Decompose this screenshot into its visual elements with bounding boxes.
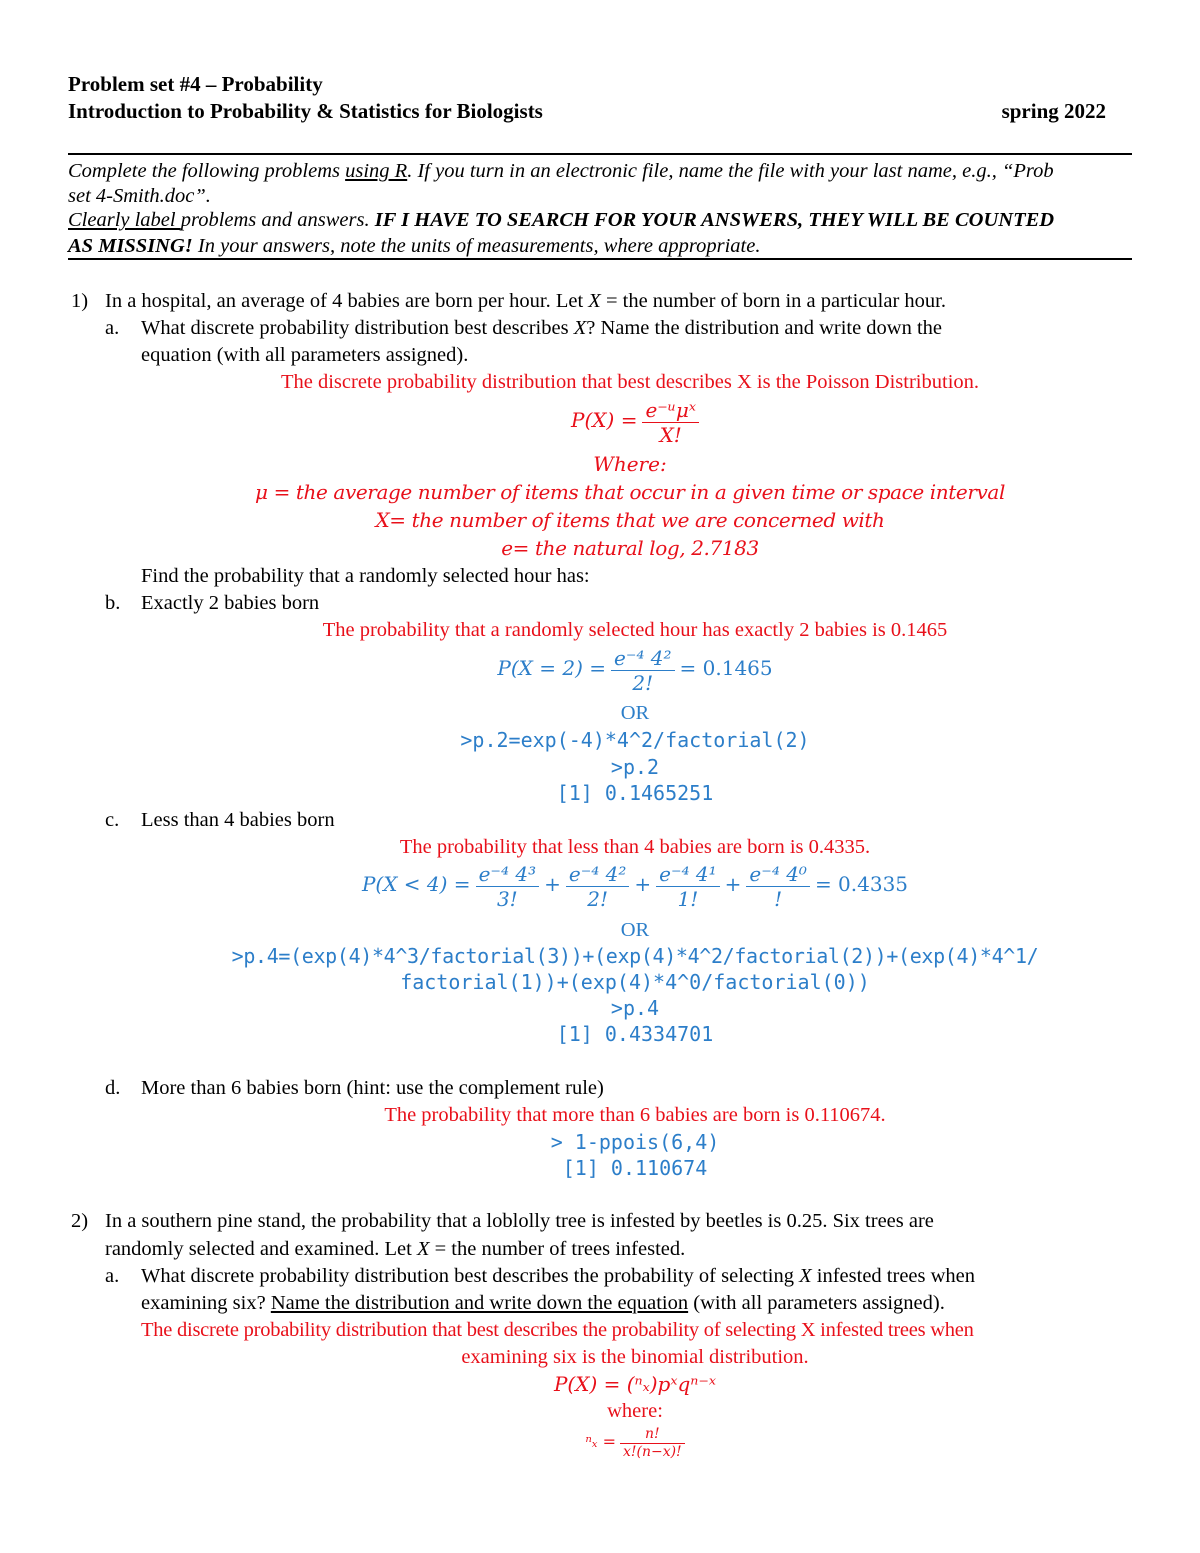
q2a-comb-den: x!(n−x)! (622, 1444, 682, 1460)
q2a-text: examining six? (141, 1292, 271, 1314)
q1c-term-4-num: e⁻⁴ 4⁰ (746, 862, 810, 887)
q2a-comb-lhs: ⁿₓ = (585, 1432, 616, 1452)
instructions-line-2: set 4-Smith.doc”. (68, 185, 211, 207)
q2a-text: (with all parameters assigned). (688, 1292, 945, 1314)
q1-stem-var: X (588, 290, 601, 312)
q2a-comb-num: n! (620, 1426, 685, 1444)
q1c-term-1-den: 3! (496, 887, 518, 911)
q1-number: 1) (71, 290, 89, 312)
plus-sign: + (724, 872, 742, 897)
q1d-code-line-1: > 1-ppois(6,4) (550, 1130, 720, 1154)
instr-warning: IF I HAVE TO SEARCH FOR YOUR ANSWERS, THEY WILL BE COUNTED (374, 209, 1055, 231)
q1b-code-output: [1] 0.1465251 (556, 781, 714, 805)
q1c-term-4-den: ! (774, 887, 783, 911)
instr-text: problems and answers. (180, 209, 375, 231)
q1b-eq-denominator: 2! (632, 671, 654, 695)
q1-stem-text: = the number of born in a particular hour. (600, 290, 946, 312)
q1b-equation (0, 646, 1200, 695)
q1b-answer: The probability that a randomly selected hour has exactly 2 babies is 0.1465 (322, 619, 948, 641)
q1c-eq-lhs: P(X < 4) = (361, 872, 471, 897)
q2-stem-var: X (416, 1238, 430, 1260)
q1-stem (105, 288, 946, 315)
q1c-code-output: [1] 0.4334701 (556, 1022, 714, 1046)
q1b-label: b. (105, 592, 121, 614)
q1-find-prompt: Find the probability that a randomly selected hour has: (141, 565, 590, 587)
q1c-term-1 (476, 862, 540, 911)
q1d-answer: The probability that more than 6 babies are born is 0.110674. (384, 1104, 886, 1126)
q2a-comb-fraction (620, 1426, 685, 1461)
q1c-term-3-num: e⁻⁴ 4¹ (656, 862, 720, 887)
q1b-eq-fraction (611, 646, 675, 695)
q2a-answer-line-1: The discrete probability distribution that best describes the probability of selecting X infested trees when (141, 1319, 974, 1341)
q1a-def-e: e= the natural log, 2.7183 (501, 536, 759, 560)
q1c-term-2 (566, 862, 630, 911)
bottom-rule (68, 258, 1132, 260)
q1c-label: c. (105, 809, 120, 831)
q2a-label: a. (105, 1265, 120, 1287)
q1c-eq-result: = 0.4335 (814, 872, 909, 897)
q1a-label: a. (105, 317, 120, 339)
q1c-code-line-3: >p.4 (610, 996, 660, 1020)
top-rule (68, 153, 1132, 155)
q1a-eq-denominator: X! (659, 423, 682, 447)
q1a-text: What discrete probability distribution best describes (141, 317, 574, 339)
q2-number: 2) (71, 1210, 89, 1232)
q1c-term-1-num: e⁻⁴ 4³ (476, 862, 540, 887)
q1c-term-4 (746, 862, 810, 911)
q1b-question: Exactly 2 babies born (141, 592, 320, 614)
term-label: spring 2022 (1001, 99, 1106, 123)
q1b-eq-lhs: P(X = 2) = (497, 656, 606, 681)
q1b-or: OR (620, 702, 650, 724)
q1a-text: ? Name the distribution and write down the (586, 317, 943, 339)
q1a-question-line-1 (141, 315, 942, 342)
instr-text: In your answers, note the units of measurements, where appropriate. (192, 235, 761, 257)
q1a-answer: The discrete probability distribution that best describes X is the Poisson Distribution. (280, 371, 980, 393)
q1c-code-line-1: >p.4=(exp(4)*4^3/factorial(3))+(exp(4)*4^2/factorial(2))+(exp(4)*4^1/ (231, 944, 1039, 968)
plus-sign: + (634, 872, 652, 897)
q2a-where: where: (607, 1400, 663, 1422)
q1c-question: Less than 4 babies born (141, 809, 335, 831)
q2a-combination-equation (0, 1426, 1200, 1461)
q1a-def-x: X= the number of items that we are concerned with (375, 508, 885, 532)
q1c-term-3-den: 1! (677, 887, 699, 911)
q1-stem-text: In a hospital, an average of 4 babies are born per hour. Let (105, 290, 589, 312)
q1b-code-line-2: >p.2 (610, 755, 660, 779)
q1c-answer: The probability that less than 4 babies are born is 0.4335. (399, 836, 871, 858)
q1b-eq-numerator: e⁻⁴ 4² (611, 646, 675, 671)
q1c-term-3 (656, 862, 720, 911)
q1d-label: d. (105, 1077, 121, 1099)
q1c-term-2-den: 2! (587, 887, 608, 911)
q2a-question-line-1 (141, 1263, 975, 1290)
instr-warning: AS MISSING! (68, 235, 193, 257)
q1d-question: More than 6 babies born (hint: use the complement rule) (141, 1077, 604, 1099)
q2a-underlined: Name the distribution and write down the equation (270, 1292, 689, 1314)
q1a-question-line-2: equation (with all parameters assigned). (141, 344, 469, 366)
instructions-line-1 (68, 158, 1054, 185)
q2-stem-line-2 (105, 1236, 685, 1263)
q1c-term-2-num: e⁻⁴ 4² (566, 862, 630, 887)
q1a-def-mu: μ = the average number of items that occur in a given time or space interval (255, 480, 1005, 504)
instr-text: Complete the following problems (68, 160, 346, 182)
q1b-eq-result: = 0.1465 (679, 656, 773, 681)
q1d-code-output: [1] 0.110674 (562, 1156, 708, 1180)
instr-using-r: using R (345, 160, 408, 182)
q1a-var: X (573, 317, 587, 339)
q2a-text: What discrete probability distribution best describes the probability of selecting (141, 1265, 800, 1287)
q2-stem-text: = the number of trees infested. (429, 1238, 686, 1260)
q1c-code-line-2: factorial(1))+(exp(4)*4^0/factorial(0)) (400, 970, 870, 994)
instructions-line-4 (68, 233, 760, 260)
instr-text: . If you turn in an electronic file, name the file with your last name, e.g., “Prob (407, 160, 1054, 182)
q1a-eq-numerator: e⁻ᵘμˣ (642, 398, 698, 423)
q2a-question-line-2 (141, 1290, 945, 1317)
instructions-line-3 (68, 207, 1054, 234)
q2a-answer-line-2: examining six is the binomial distribution. (461, 1346, 809, 1368)
q2a-binomial-equation: P(X) = (ⁿₓ)pˣqⁿ⁻ˣ (553, 1372, 717, 1396)
plus-sign: + (544, 872, 561, 897)
q2a-text: infested trees when (811, 1265, 976, 1287)
q2-stem-text: randomly selected and examined. Let (105, 1238, 417, 1260)
q1a-eq-lhs: P(X) = (571, 408, 638, 433)
q1a-poisson-equation (0, 398, 1200, 447)
problem-set-title: Problem set #4 – Probability (68, 72, 323, 96)
q1a-where: Where: (593, 452, 667, 476)
q1b-code-line-1: >p.2=exp(-4)*4^2/factorial(2) (460, 728, 810, 752)
q1c-or: OR (620, 919, 650, 941)
q1c-equation (0, 862, 1200, 911)
q2a-var: X (799, 1265, 812, 1287)
instr-clearly-label: Clearly label (68, 209, 181, 231)
course-title: Introduction to Probability & Statistics for Biologists (68, 99, 543, 123)
q1a-eq-fraction (642, 398, 698, 447)
q2-stem-line-1: In a southern pine stand, the probability that a loblolly tree is infested by beetles is 0.25. Six trees are (105, 1210, 934, 1232)
